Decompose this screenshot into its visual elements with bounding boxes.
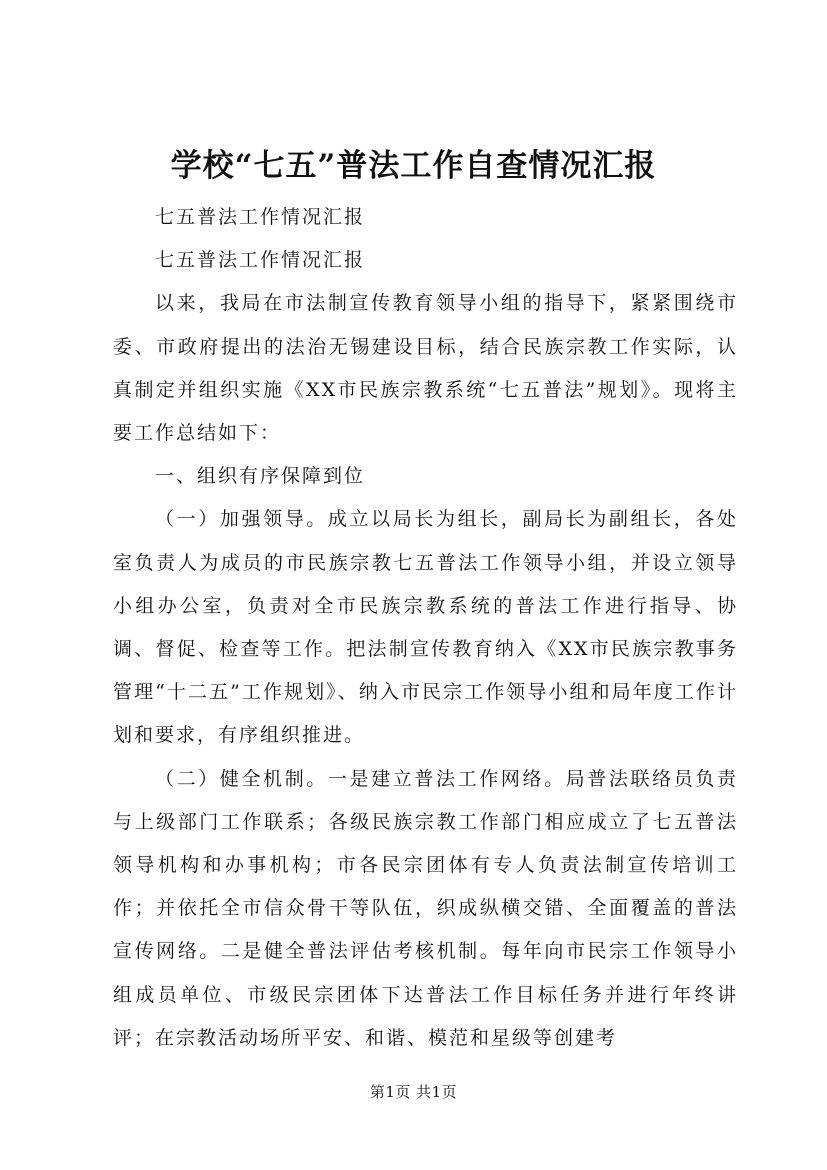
paragraph-leadership: （一）加强领导。成立以局长为组长，副局长为副组长，各处室负责人为成员的市民族宗教七五普法工作领导小组，并设立领导小组办公室，负责对全市民族宗教系统的普法工作进行指导、协调、督促、检查等工作。把法制宣传教育纳入《XX市民族宗教事务管理“十二五”工作规划》、纳入市民宗工作领导小组和局年度工作计划和要求，有序组织推进。: [113, 508, 738, 747]
paragraph-subtitle-2: 七五普法工作情况汇报: [155, 249, 366, 272]
paragraph-subtitle-1: 七五普法工作情况汇报: [155, 206, 366, 228]
paragraph-mechanism: （二）健全机制。一是建立普法工作网络。局普法联络员负责与上级部门工作联系；各级民族宗教工作部门相应成立了七五普法领导机构和办事机构；市各民宗团体有专人负责法制宣传培训工作；并依托全市信众骨干等队伍，织成纵横交错、全面覆盖的普法宣传网络。二是健全普法评估考核机制。每年向市民宗工作领导小组成员单位、市级民宗团体下达普法工作目标任务并进行年终讲评；在宗教活动场所平安、和谐、模范和星级等创建考: [113, 767, 738, 1049]
paragraph-intro: 以来，我局在市法制宣传教育领导小组的指导下，紧紧围绕市委、市政府提出的法治无锡建设目标，结合民族宗教工作实际，认真制定并组织实施《XX市民族宗教系统“七五普法”规划》。现将主要工作总结如下：: [113, 292, 738, 445]
document-title: 学校“七五”普法工作自查情况汇报: [170, 148, 657, 184]
section-heading-1: 一、组织有序保障到位: [155, 465, 366, 488]
document-body: [113, 196, 738, 1060]
page-footer: 第1页 共1页: [369, 1083, 458, 1101]
